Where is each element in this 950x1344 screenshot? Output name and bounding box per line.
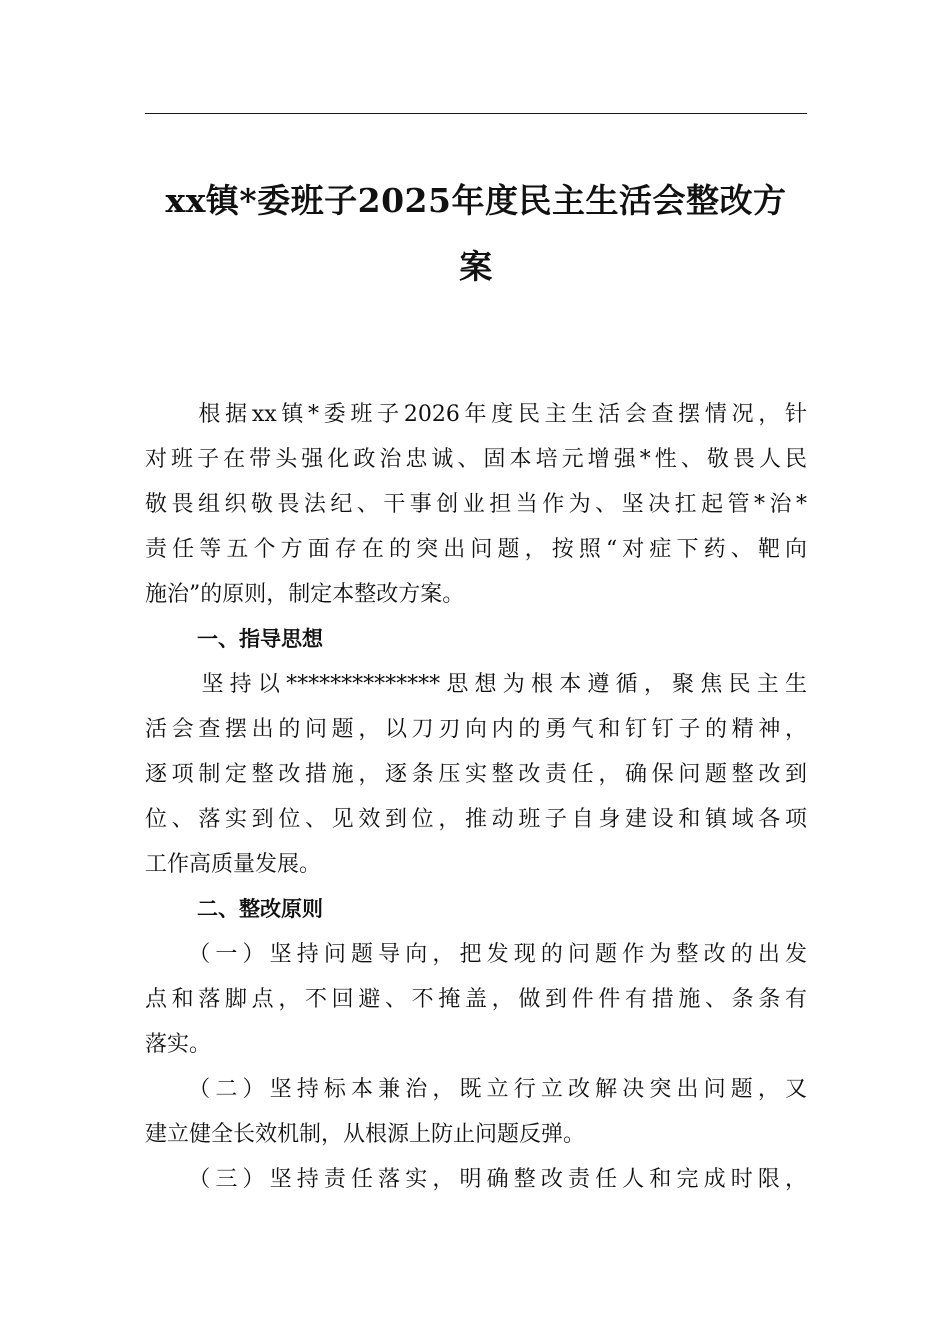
text-line: 敬畏组织敬畏法纪、干事创业担当作为、坚决扛起管*治* (145, 492, 807, 517)
section-heading-rectification-principles: 二、整改原则 (197, 897, 323, 921)
text-line: 工作高质量发展。 (145, 852, 322, 877)
text-line: 责任等五个方面存在的突出问题，按照“对症下药、靶向 (145, 537, 807, 562)
text-line: 位、落实到位、见效到位，推动班子自身建设和镇域各项 (145, 807, 807, 832)
text-line: 根据xx镇*委班子2026年度民主生活会查摆情况，针 (145, 402, 807, 427)
text-line: 活会查摆出的问题，以刀刃向内的勇气和钉钉子的精神， (145, 717, 807, 742)
text-line: 建立健全长效机制，从根源上防止问题反弹。 (145, 1122, 586, 1147)
principle-2-paragraph (145, 1067, 807, 1157)
text-line: 逐项制定整改措施，逐条压实整改责任，确保问题整改到 (145, 762, 807, 787)
text-line: 点和落脚点，不回避、不掩盖，做到件件有措施、条条有 (145, 987, 807, 1012)
text-line: 落实。 (145, 1032, 212, 1057)
section-heading-guiding-ideology: 一、指导思想 (197, 627, 323, 651)
text-line: 坚持以**************思想为根本遵循，聚焦民主生 (145, 672, 807, 697)
text-line: 对班子在带头强化政治忠诚、固本培元增强*性、敬畏人民 (145, 447, 807, 472)
principle-3-paragraph (145, 1157, 807, 1202)
header-rule (145, 113, 807, 114)
principle-1-paragraph (145, 932, 807, 1067)
page-title (145, 168, 807, 300)
text-line: （一）坚持问题导向，把发现的问题作为整改的出发 (145, 942, 807, 967)
text-line: （三）坚持责任落实，明确整改责任人和完成时限， (145, 1167, 807, 1192)
guiding-ideology-paragraph (145, 662, 807, 887)
title-line-2: 案 (459, 247, 493, 286)
intro-paragraph (145, 392, 807, 617)
title-line-1: xx镇*委班子2025年度民主生活会整改方 (165, 181, 787, 220)
text-line: （二）坚持标本兼治，既立行立改解决突出问题，又 (145, 1077, 807, 1102)
text-line: 施治”的原则，制定本整改方案。 (145, 582, 465, 607)
document-body (145, 392, 807, 1202)
